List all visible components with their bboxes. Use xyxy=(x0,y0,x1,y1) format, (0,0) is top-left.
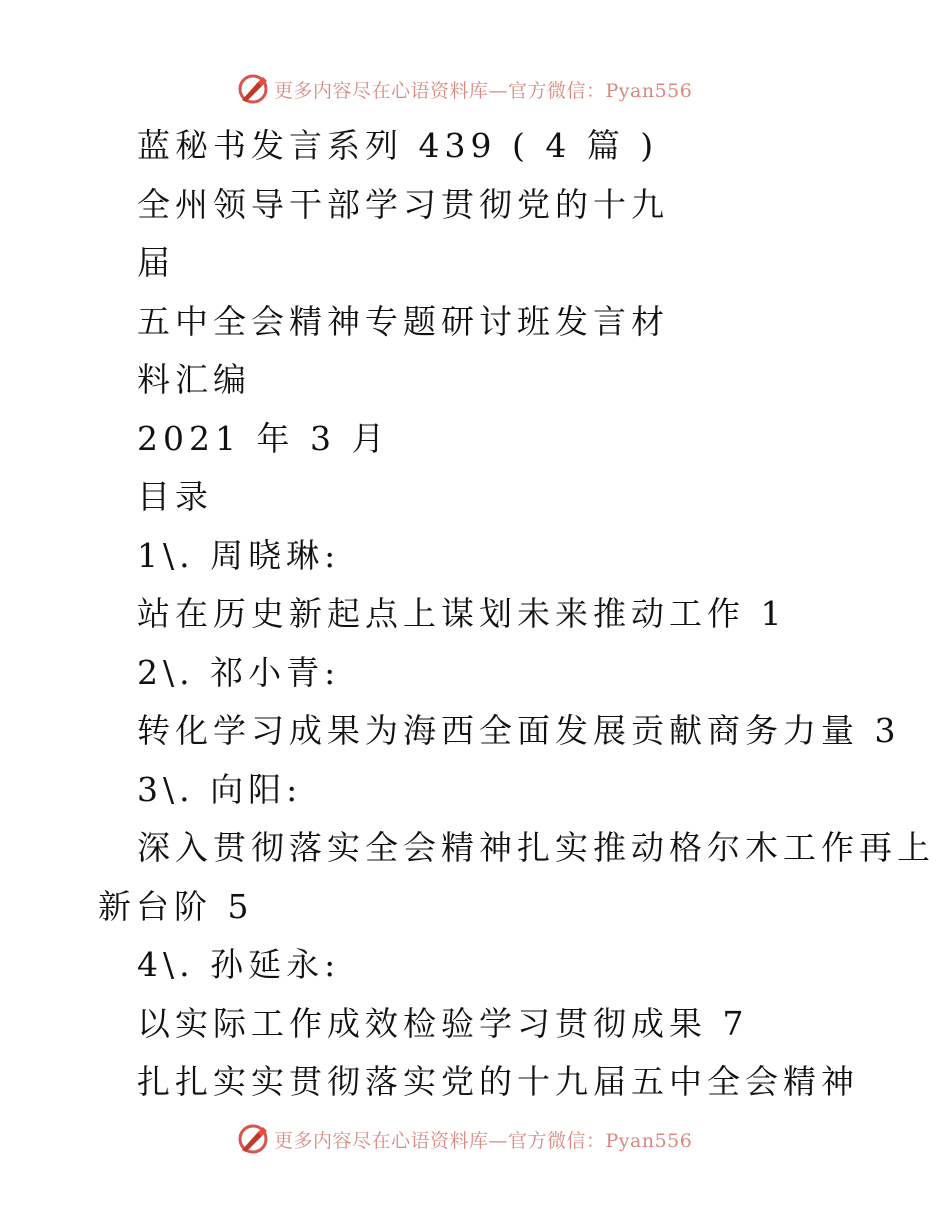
watermark-banner-top xyxy=(236,72,692,106)
toc-entry-4: 以实际工作成效检验学习贯彻成果 7 xyxy=(137,1004,749,1043)
doc-title-line: 蓝秘书发言系列 439 ( 4 篇 ) xyxy=(137,126,659,165)
doc-subtitle-line-2: 届 xyxy=(137,243,175,282)
toc-entry-3: 深入贯彻落实全会精神扎实推动格尔木工作再上 xyxy=(137,828,935,867)
toc-heading: 目录 xyxy=(137,477,213,516)
watermark-text: 更多内容尽在心语资料库—官方微信：Pyan556 xyxy=(274,1129,693,1152)
doc-subtitle-line-1: 全州领导干部学习贯彻党的十九 xyxy=(137,185,669,224)
watermark-text: 更多内容尽在心语资料库—官方微信：Pyan556 xyxy=(274,79,693,102)
toc-entry-5: 扎扎实实贯彻落实党的十九届五中全会精神 xyxy=(137,1062,859,1101)
doc-subtitle-line-4: 料汇编 xyxy=(137,360,251,399)
pen-logo-icon xyxy=(236,72,270,106)
toc-entry-1: 站在历史新起点上谋划未来推动工作 1 xyxy=(137,594,787,633)
toc-entry-3-continued: 新台阶 5 xyxy=(98,887,254,926)
doc-subtitle-line-3: 五中全会精神专题研讨班发言材 xyxy=(137,302,669,341)
toc-author-3: 3\. 向阳: xyxy=(137,770,303,809)
toc-entry-2: 转化学习成果为海西全面发展贡献商务力量 3 xyxy=(137,711,901,750)
toc-author-1: 1\. 周晓琳: xyxy=(137,536,341,575)
watermark-banner-bottom xyxy=(236,1122,692,1156)
toc-author-2: 2\. 祁小青: xyxy=(137,653,341,692)
doc-date: 2021 年 3 月 xyxy=(137,419,390,458)
pen-logo-icon xyxy=(236,1122,270,1156)
toc-author-4: 4\. 孙延永: xyxy=(137,945,341,984)
